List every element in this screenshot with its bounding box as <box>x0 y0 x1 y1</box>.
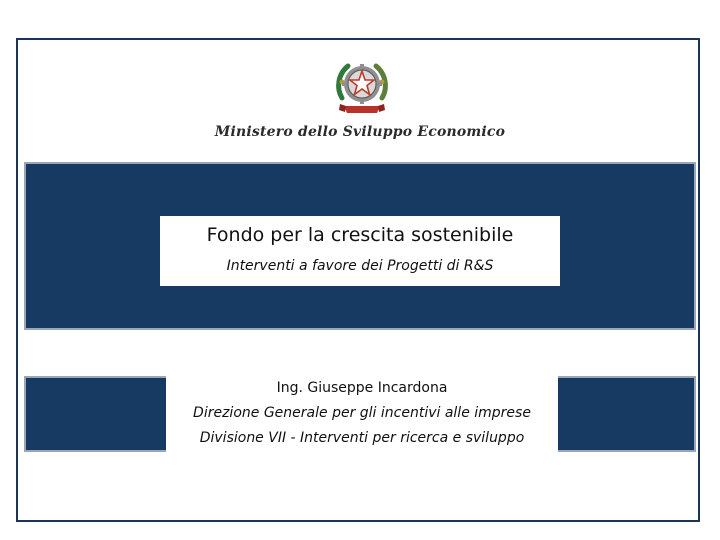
presenter-department: Direzione Generale per gli incentivi alle imprese <box>193 405 531 421</box>
ministry-name: Ministero dello Sviluppo Economico <box>214 124 506 140</box>
italian-republic-emblem-icon <box>330 56 394 120</box>
page-subtitle: Interventi a favore dei Progetti di R&S <box>226 258 494 274</box>
presenter-division: Divisione VII - Interventi per ricerca e sviluppo <box>199 430 525 446</box>
page-title: Fondo per la crescita sostenibile <box>206 224 514 246</box>
title-band <box>160 216 560 286</box>
presenter-band <box>166 376 558 452</box>
emblem-graphic <box>330 56 394 120</box>
presenter-name: Ing. Giuseppe Incardona <box>276 380 448 396</box>
